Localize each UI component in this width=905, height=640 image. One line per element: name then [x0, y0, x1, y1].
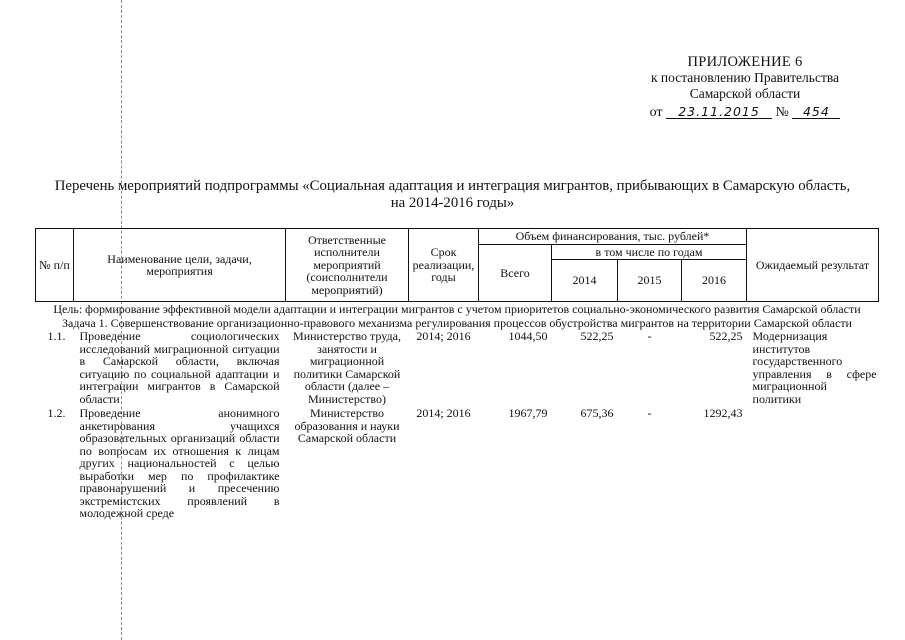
header-total: Всего	[479, 244, 552, 302]
header-2015: 2015	[618, 260, 682, 302]
document-title-line-1: Перечень мероприятий подпрограммы «Социальная адаптация и интеграция мигрантов, прибывающих в Самарскую область,	[54, 178, 851, 194]
row-executor: Министерство труда, занятости и миграционной политики Самарской области (далее – Министерство)	[293, 329, 401, 406]
row-total: 1044,50	[508, 329, 548, 343]
row-name: Проведение социологических исследований миграционной ситуации в Самарской области, включая ситуацию по социальной адаптации и интеграции мигрантов в Самарской области	[79, 329, 280, 406]
header-name: Наименование цели, задачи, мероприятия	[74, 229, 286, 302]
annex-line-2: Самарской области	[689, 86, 801, 101]
handwritten-number: 454	[792, 105, 840, 119]
header-2014: 2014	[552, 260, 618, 302]
row-executor: Министерство образования и науки Самарской области	[294, 406, 400, 445]
header-term: Срок реализации, годы	[409, 229, 479, 302]
header-by-years: в том числе по годам	[552, 244, 747, 260]
row-term: 2014; 2016	[416, 329, 471, 343]
date-prefix: от	[649, 105, 663, 120]
row-name: Проведение анонимного анкетирования учащихся образовательных организаций области по вопросам их отношения к лицам других национальностей с целью выработки мер по профилактике правонарушений и пресечению экстремистских проявлений в молодежной среде	[79, 406, 280, 520]
row-result: Модернизация институтов государственного управления в сфере миграционной политики	[752, 329, 877, 406]
header-num: № п/п	[36, 229, 74, 302]
header-funding: Объем финансирования, тыс. рублей*	[479, 229, 747, 245]
row-num: 1.2.	[47, 406, 66, 420]
header-executors: Ответственные исполнители мероприятий (соисполнители мероприятий)	[286, 229, 409, 302]
measures-table	[35, 228, 879, 521]
row-num: 1.1.	[47, 329, 66, 343]
row-2014: 522,25	[580, 329, 614, 343]
row-2015: -	[647, 329, 652, 343]
annex-block	[600, 54, 890, 121]
handwritten-date: 23.11.2015	[666, 105, 772, 119]
table-row	[36, 329, 879, 406]
row-2014: 675,36	[580, 406, 614, 420]
annex-date-line	[600, 105, 890, 121]
number-prefix: №	[775, 105, 789, 120]
document-title-line-2: на 2014-2016 годы»	[390, 195, 515, 211]
header-2016: 2016	[682, 260, 747, 302]
row-2016: 522,25	[709, 329, 743, 343]
row-term: 2014; 2016	[416, 406, 471, 420]
document-title	[10, 178, 895, 212]
row-2016: 1292,43	[703, 406, 743, 420]
task-row: Задача 1. Совершенствование организационно-правового механизма регулирования процессов обустройства мигрантов на территории Самарской области	[62, 315, 852, 330]
row-total: 1967,79	[508, 406, 548, 420]
annex-title: ПРИЛОЖЕНИЕ 6	[687, 54, 803, 70]
goal-row: Цель: формирование эффективной модели адаптации и интеграции мигрантов с учетом приоритетов социально-экономического развития Самарской области	[53, 302, 861, 316]
row-2015: -	[647, 406, 652, 420]
header-result: Ожидаемый результат	[747, 229, 879, 302]
table-row	[36, 406, 879, 521]
annex-line-1: к постановлению Правительства	[650, 70, 840, 85]
row-result	[747, 406, 879, 521]
